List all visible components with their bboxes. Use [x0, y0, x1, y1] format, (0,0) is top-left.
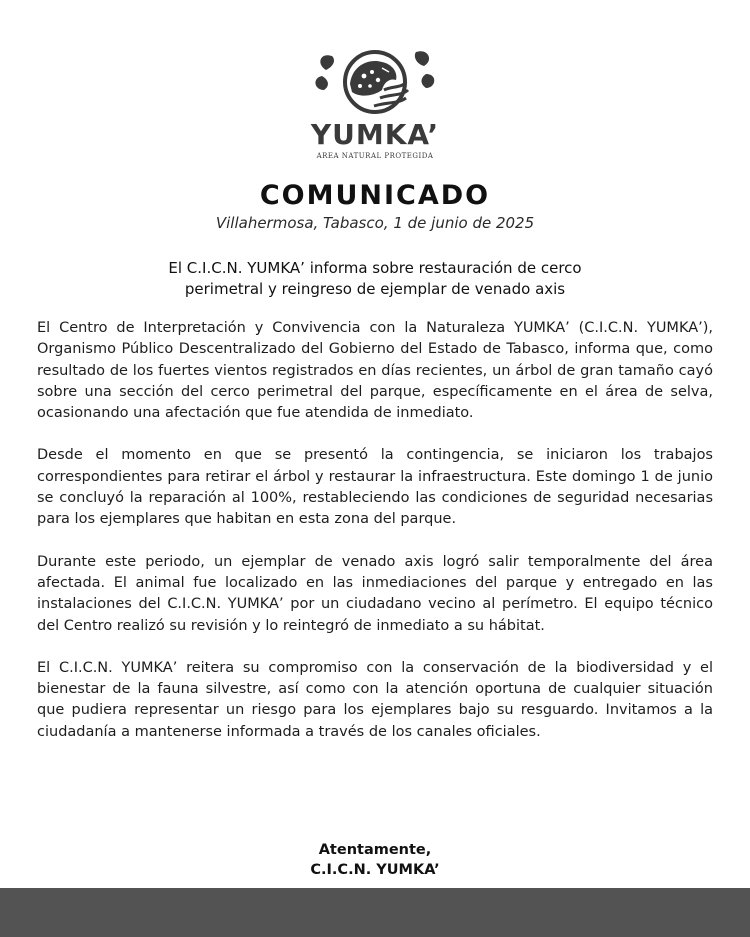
logo-wordmark: YUMKA’: [310, 118, 440, 151]
closing-signature: C.I.C.N. YUMKA’: [310, 862, 440, 878]
closing-block: [0, 840, 750, 880]
paragraph-3: Durante este periodo, un ejemplar de venado axis logró salir temporalmente del área afectada. El animal fue localizado en las inmediaciones del parque y entregado en las instalaciones del C.I.C.N. YUMKA’ por un ciudadano vecino al perímetro. El equipo técnico del Centro realizó su revisión y lo reintegró de inmediato a su hábitat.: [37, 553, 713, 634]
headline: [90, 258, 660, 300]
headline-line-2: perimetral y reingreso de ejemplar de venado axis: [184, 280, 566, 298]
footer-bar: [0, 888, 750, 937]
logo-tagline: AREA NATURAL PROTEGIDA: [316, 152, 434, 160]
dateline: Villahermosa, Tabasco, 1 de junio de 2025: [215, 214, 535, 232]
yumka-logo: [304, 42, 446, 166]
paragraph-1: El Centro de Interpretación y Convivencia con la Naturaleza YUMKA’ (C.I.C.N. YUMKA’), Organismo Público Descentralizado del Gobierno del Estado de Tabasco, informa que, como resultado de los fuertes vientos registrados en días recientes, un árbol de gran tamaño cayó sobre una sección del cerco perimetral del parque, específicamente en el área de selva, ocasionando una afectación que fue atendida de inmediato.: [37, 320, 713, 422]
paragraph-4: El C.I.C.N. YUMKA’ reitera su compromiso con la conservación de la biodiversidad y el bienestar de la fauna silvestre, así como con la atención oportuna de cualquier situación que pudiera representar un riesgo para los ejemplares bajo su resguardo. Invitamos a la ciudadanía a mantenerse informada a través de los canales oficiales.: [37, 659, 713, 740]
body-text: [37, 318, 713, 764]
closing-salutation: Atentamente,: [318, 842, 432, 858]
page-title: COMUNICADO: [259, 180, 491, 211]
headline-line-1: El C.I.C.N. YUMKA’ informa sobre restauración de cerco: [168, 259, 582, 277]
paragraph-2: Desde el momento en que se presentó la contingencia, se iniciaron los trabajos correspondientes para retirar el árbol y restaurar la infraestructura. Este domingo 1 de junio se concluyó la reparación al 100%, restableciendo las condiciones de seguridad necesarias para los ejemplares que habitan en esta zona del parque.: [37, 447, 713, 528]
jaguar-emblem-icon: [312, 42, 438, 118]
